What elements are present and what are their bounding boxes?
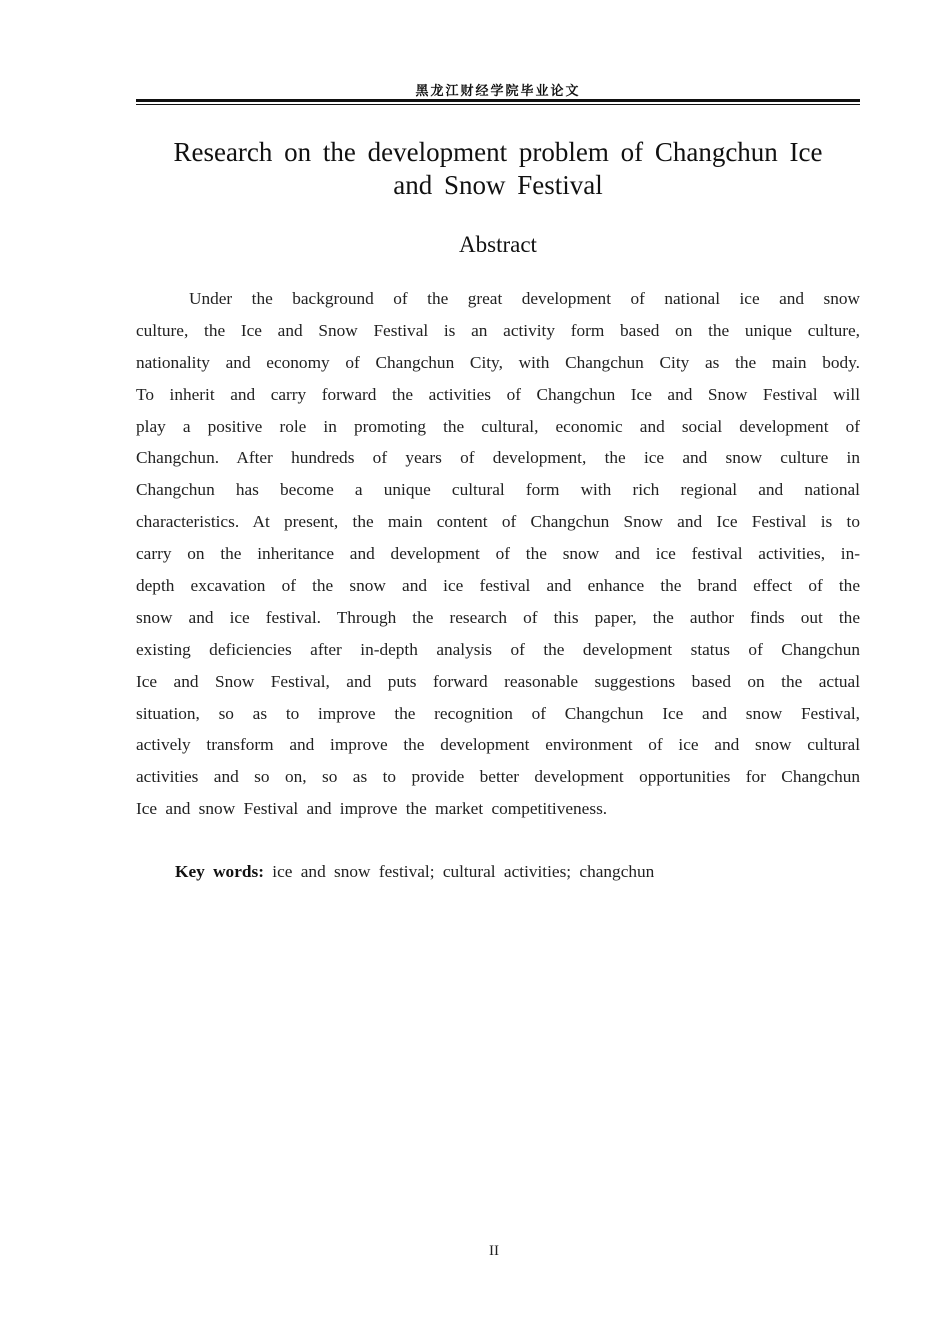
abstract-line: carry on the inheritance and development of the snow and ice festival activities, in- bbox=[136, 544, 860, 564]
abstract-line: depth excavation of the snow and ice festival and enhance the brand effect of the bbox=[136, 576, 860, 596]
abstract-line: To inherit and carry forward the activities of Changchun Ice and Snow Festival will bbox=[136, 384, 860, 404]
abstract-body bbox=[136, 283, 860, 825]
abstract-line: Ice and Snow Festival, and puts forward reasonable suggestions based on the actual bbox=[136, 671, 860, 691]
abstract-line: existing deficiencies after in-depth analysis of the development status of Changchun bbox=[136, 639, 860, 659]
abstract-line: snow and ice festival. Through the research of this paper, the author finds out the bbox=[136, 607, 860, 627]
paper-title-line-1: Research on the development problem of Changchun Ice bbox=[173, 137, 823, 167]
abstract-heading: Abstract bbox=[459, 232, 537, 257]
header-rule-thin bbox=[136, 104, 860, 105]
paper-title-line-2: and Snow Festival bbox=[393, 170, 603, 200]
abstract-line: situation, so as to improve the recognition of Changchun Ice and snow Festival, bbox=[136, 703, 860, 723]
keywords-text: ice and snow festival; cultural activities; changchun bbox=[272, 862, 655, 881]
abstract-line: culture, the Ice and Snow Festival is an activity form based on the unique culture, bbox=[136, 320, 860, 340]
paper-title bbox=[136, 136, 860, 202]
abstract-line: Ice and snow Festival and improve the market competitiveness. bbox=[136, 799, 608, 819]
abstract-line: characteristics. At present, the main content of Changchun Snow and Ice Festival is to bbox=[136, 512, 860, 532]
abstract-line: Under the background of the great development of national ice and snow bbox=[189, 289, 860, 308]
abstract-line: play a positive role in promoting the cultural, economic and social development of bbox=[136, 416, 860, 436]
header-rule-thick bbox=[136, 99, 860, 102]
abstract-line: activities and so on, so as to provide better development opportunities for Changchun bbox=[136, 767, 860, 787]
page-number: II bbox=[489, 1243, 499, 1259]
abstract-line: actively transform and improve the development environment of ice and snow cultural bbox=[136, 735, 860, 755]
abstract-line: Changchun. After hundreds of years of development, the ice and snow culture in bbox=[136, 448, 860, 468]
running-header: 黑龙江财经学院毕业论文 bbox=[415, 84, 581, 99]
keywords-label: Key words: bbox=[175, 862, 264, 881]
abstract-line: nationality and economy of Changchun City, with Changchun City as the main body. bbox=[136, 352, 860, 372]
keywords bbox=[175, 857, 654, 887]
abstract-line: Changchun has become a unique cultural form with rich regional and national bbox=[136, 480, 860, 500]
